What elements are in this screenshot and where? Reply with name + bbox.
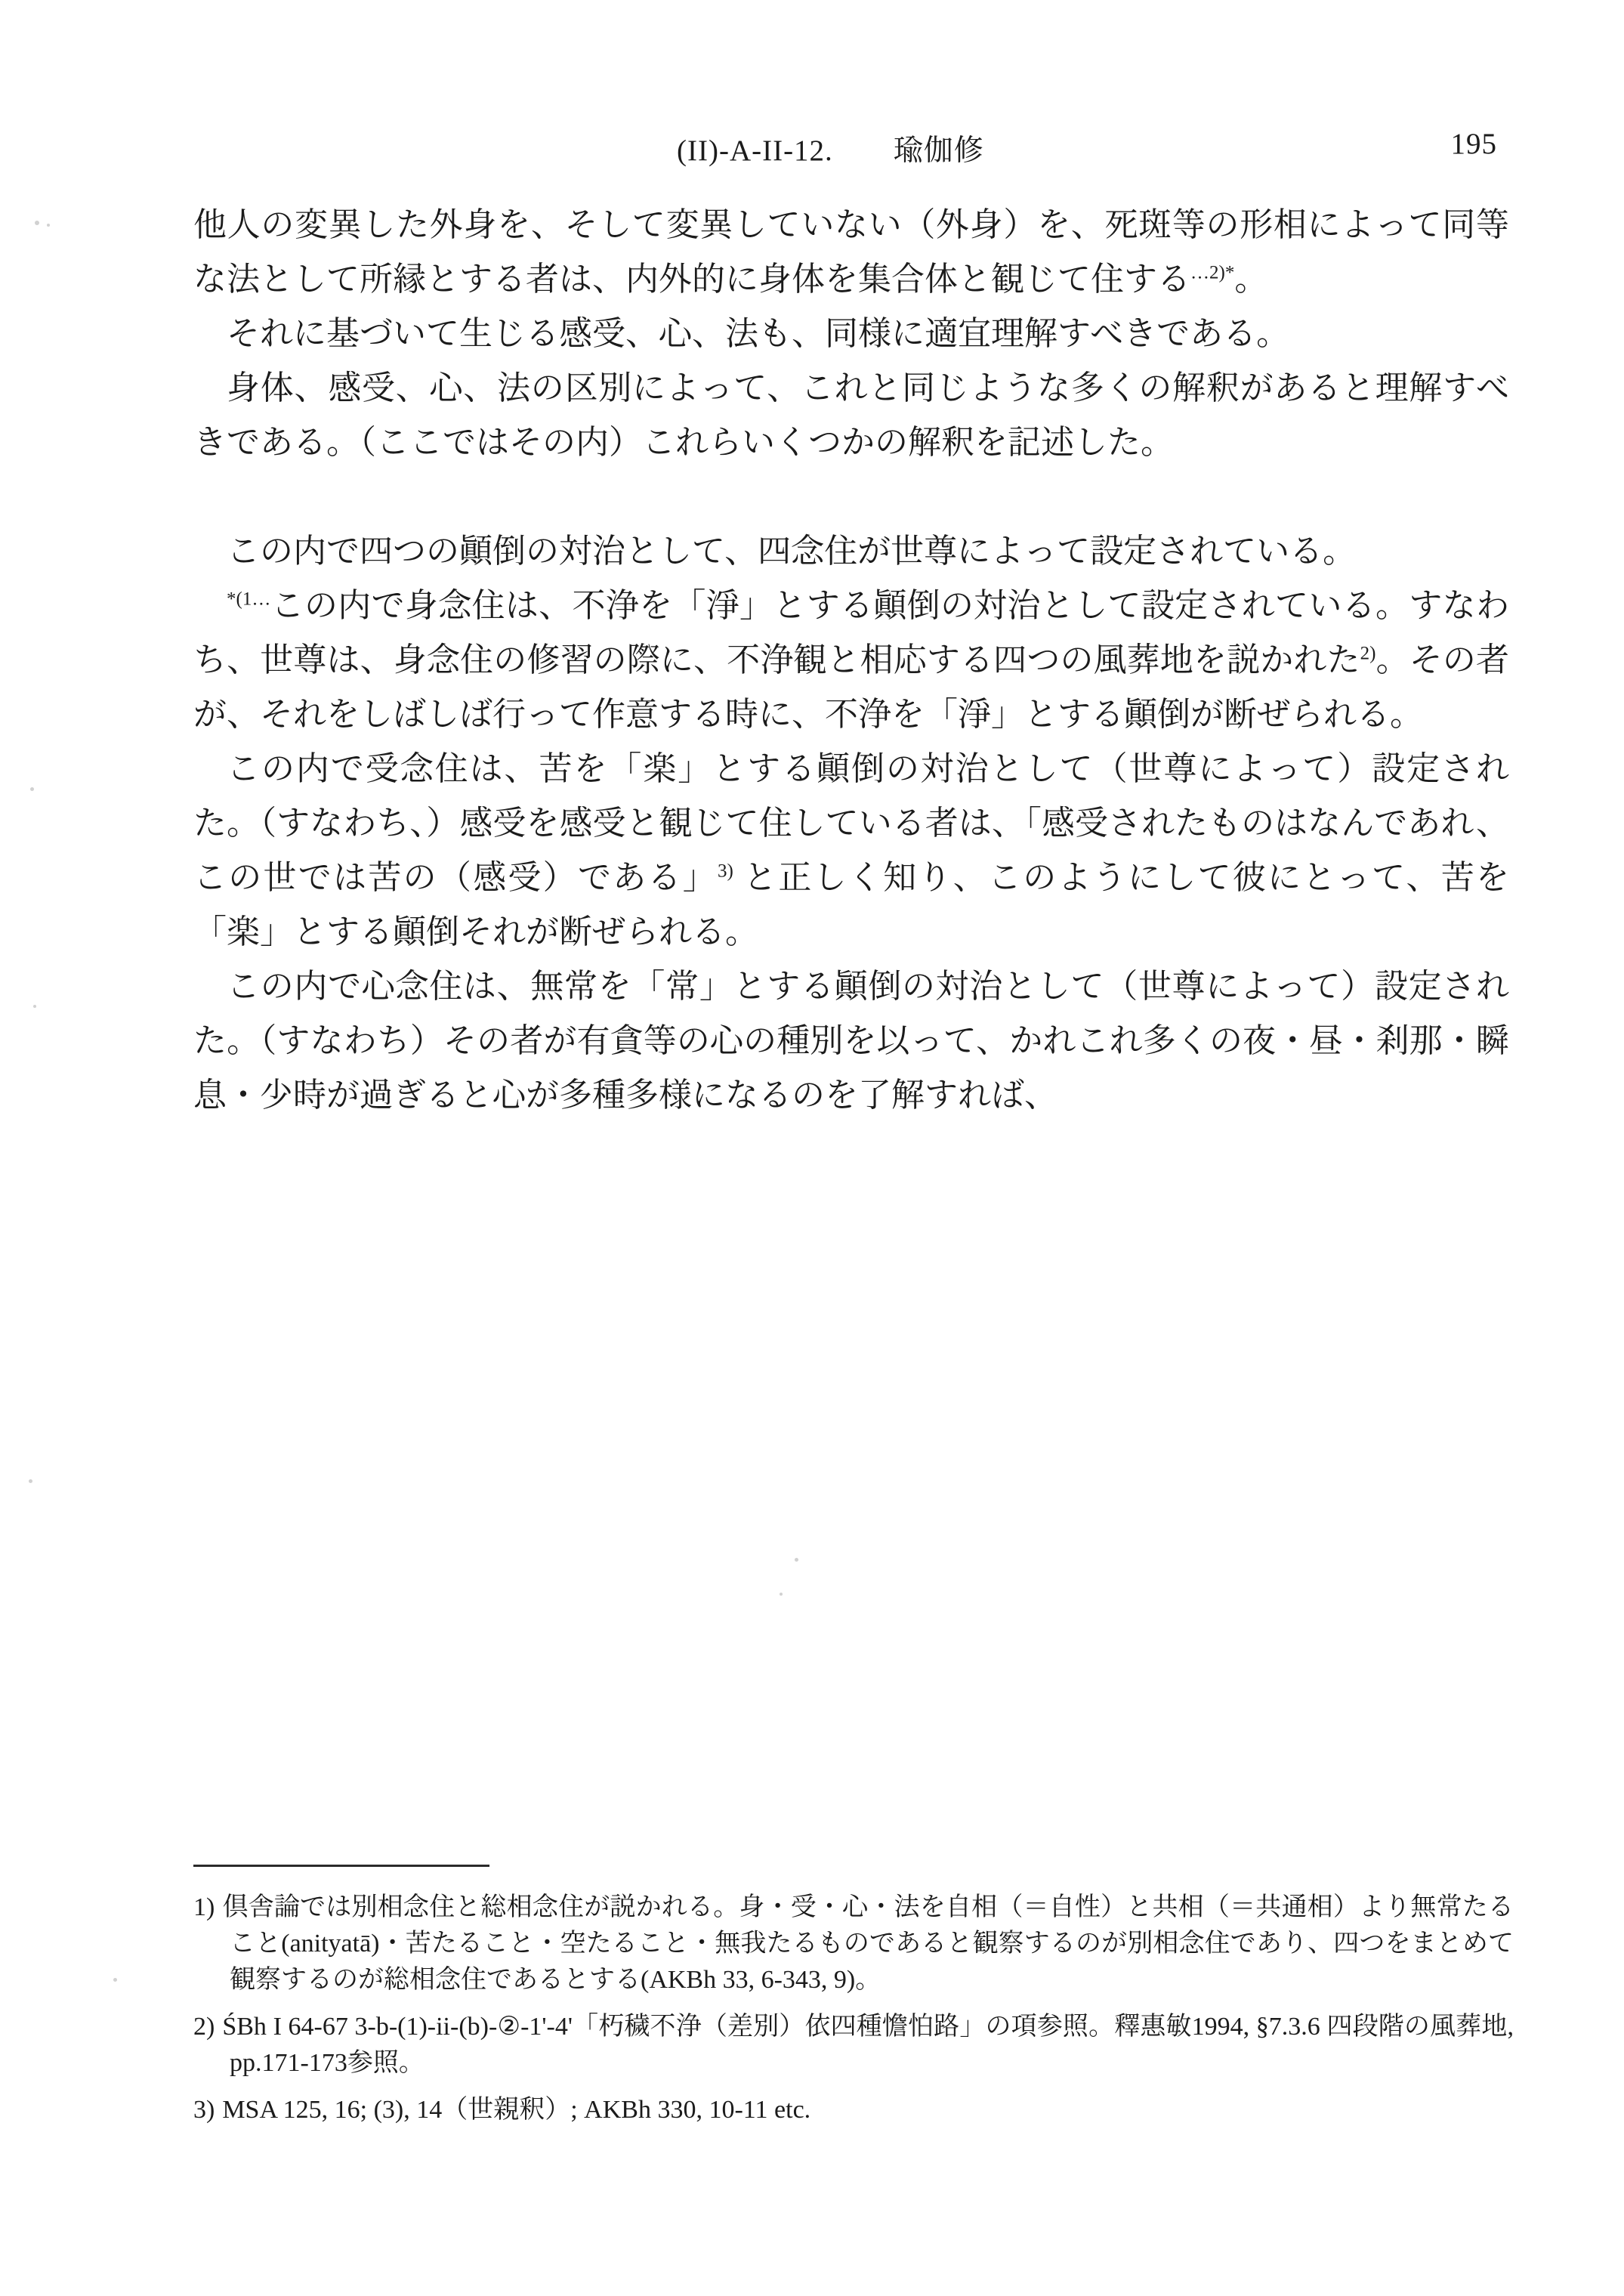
paragraph-text: 他人の変異した外身を、そして変異していない（外身）を、死斑等の形相によって同等な法として所縁とする者は、内外的に身体を集合体と観じて住する bbox=[193, 206, 1509, 298]
footnote-text: MSA 125, 16; (3), 14（世親釈）; AKBh 330, 10-11 etc. bbox=[222, 2096, 811, 2124]
paragraph-text: 。 bbox=[1234, 261, 1268, 298]
footnote-number: 1) bbox=[193, 1893, 215, 1921]
paragraph bbox=[193, 579, 1509, 742]
scan-speck bbox=[113, 1978, 117, 1982]
footnote-marker: 2) bbox=[1360, 643, 1376, 664]
scan-speck bbox=[795, 1558, 798, 1562]
paragraph-text: それに基づいて生じる感受、心、法も、同様に適宜理解すべきである。 bbox=[227, 315, 1290, 352]
running-header-title: (II)-A-II-12. 瑜伽修 bbox=[677, 134, 984, 167]
paragraph-text: この内で身念住は、不浄を「淨」とする顚倒の対治として設定されている。すなわち、世尊は、身念住の修習の際に、不浄観と相応する四つの風葬地を説かれた bbox=[193, 587, 1509, 678]
page-header bbox=[0, 127, 1624, 172]
footnote-marker: *(1… bbox=[227, 589, 271, 610]
paragraph-text: この内で四つの顚倒の対治として、四念住が世尊によって設定されている。 bbox=[227, 533, 1357, 570]
footnote-text: ŚBh I 64-67 3-b-(1)-ii-(b)-②-1'-4'「朽穢不浄（差別）依四種憺怕路」の項参照。釋惠敏1994, §7.3.6 四段階の風葬地, pp.171-173参照。 bbox=[222, 2013, 1514, 2077]
paragraph-text: 身体、感受、心、法の区別によって、これと同じような多くの解釈があると理解すべきである。（ここではその内）これらいくつかの解釈を記述した。 bbox=[193, 369, 1509, 461]
scan-speck bbox=[780, 1593, 783, 1596]
paragraph-text: この内で心念住は、無常を「常」とする顚倒の対治として（世尊によって）設定された。（すなわち）その者が有貪等の心の種別を以って、かれこれ多くの夜・昼・刹那・瞬息・少時が過ぎると心が多種多様になるのを了解すれば、 bbox=[193, 968, 1509, 1114]
footnote-marker: …2)* bbox=[1190, 262, 1235, 283]
scan-speck bbox=[33, 1005, 36, 1008]
footnote-item bbox=[193, 1890, 1514, 1998]
body-text bbox=[193, 198, 1509, 1123]
scan-speck bbox=[30, 787, 34, 791]
paragraph-text: 。その者が、それをしばしば行って作意する時に、不浄を「淨」とする顚倒が断ぜられる。 bbox=[193, 641, 1509, 733]
paragraph bbox=[193, 524, 1509, 579]
footnote-number: 3) bbox=[193, 2096, 215, 2124]
footnote-number: 2) bbox=[193, 2013, 215, 2041]
paragraph-text: この内で受念住は、苦を「楽」とする顚倒の対治として（世尊によって）設定された。（すなわち、）感受を感受と観じて住している者は、「感受されたものはなんであれ、この世では苦の（感受）である」 bbox=[193, 750, 1509, 896]
paragraph bbox=[193, 742, 1509, 959]
footnote-item bbox=[193, 2009, 1514, 2081]
footnote-item bbox=[193, 2092, 1514, 2128]
scan-speck bbox=[47, 224, 50, 227]
paragraph bbox=[193, 361, 1509, 470]
footnote-marker: 3) bbox=[718, 861, 733, 882]
page-number: 195 bbox=[1450, 128, 1497, 160]
scan-speck bbox=[35, 221, 39, 225]
paragraph bbox=[193, 307, 1509, 361]
footnotes bbox=[193, 1890, 1514, 2128]
footnote-text: 倶舎論では別相念住と総相念住が説かれる。身・受・心・法を自相（＝自性）と共相（＝共通相）より無常たること(anityatā)・苦たること・空たること・無我たるものであると観察するのが別相念住であり、四つをまとめて観察するのが総相念住であるとする(AKBh 33, 6-343, 9)。 bbox=[222, 1893, 1514, 1994]
scan-speck bbox=[29, 1479, 32, 1483]
paragraph bbox=[193, 198, 1509, 307]
paragraph-text: と正しく知り、このようにして彼にとって、苦を「楽」とする顚倒それが断ぜられる。 bbox=[193, 859, 1509, 950]
paragraph bbox=[193, 959, 1509, 1123]
footnote-area bbox=[193, 1865, 1514, 2139]
footnote-separator-rule bbox=[193, 1865, 489, 1867]
